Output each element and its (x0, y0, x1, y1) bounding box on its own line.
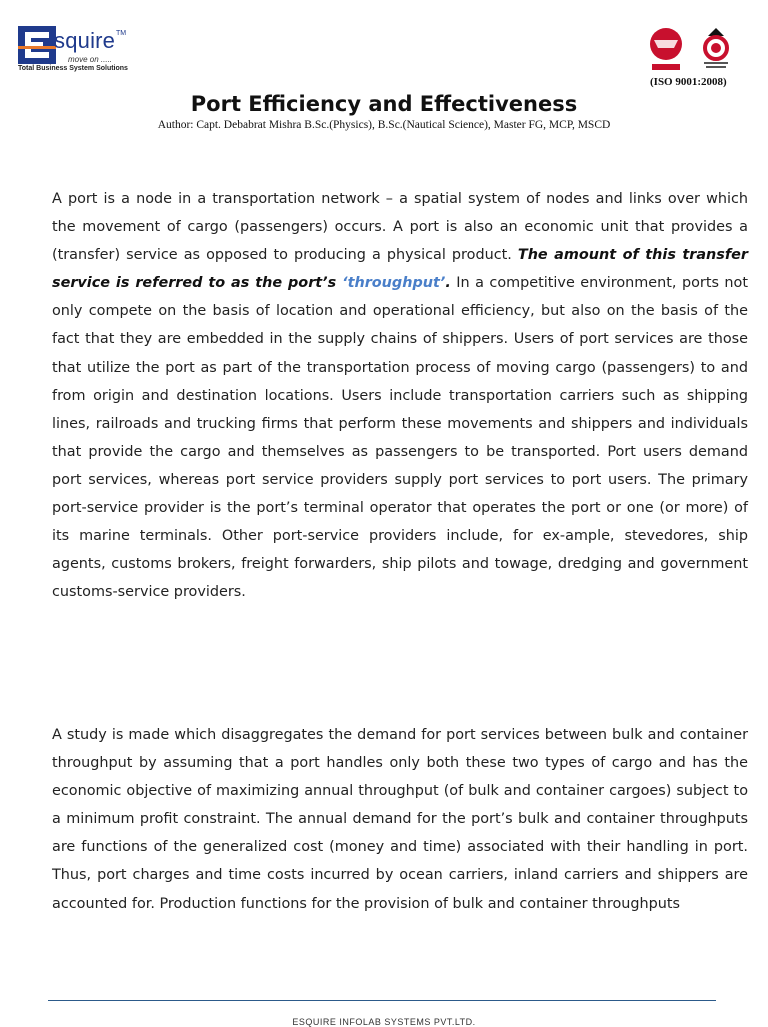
logo-subtitle: Total Business System Solutions (18, 65, 128, 72)
emphasized-text: The amount of this transfer service is referred to as the port’s (52, 247, 748, 292)
logo-tagline: move on ..... (68, 55, 113, 64)
paragraph-text: A port is a node in a transportation network – a spatial system of nodes and links over which the movement of cargo (passengers) occurs. A port is also an economic unit that provides a (transfer) service as opposed to producing a physical product. (52, 191, 748, 264)
author-line: Author: Capt. Debabrat Mishra B.Sc.(Physics), B.Sc.(Nautical Science), Master FG, MCP, MSCD (157, 119, 611, 131)
body-paragraph-2 (52, 721, 748, 918)
certification-badges (644, 26, 740, 92)
throughput-term: ‘throughput’ (342, 275, 446, 292)
iso-certification: (ISO 9001:2008) (650, 76, 727, 88)
kvqa-seal-icon (646, 26, 686, 74)
emphasized-period: . (445, 275, 451, 292)
accreditation-seal-icon (696, 26, 736, 74)
page-title: Port Efficiency and Effectiveness (190, 92, 578, 116)
company-logo (18, 26, 138, 76)
logo-trademark: TM (116, 30, 127, 37)
footer-text: ESQUIRE INFOLAB SYSTEMS PVT.LTD. (292, 1017, 476, 1027)
esquire-e-icon (18, 26, 56, 64)
footer-divider (48, 1000, 716, 1001)
body-paragraph-1 (52, 185, 748, 606)
logo-wordmark: squire (54, 28, 116, 53)
paragraph-text: In a competitive environment, ports not only compete on the basis of location and operational efficiency, but also on the basis of the fact that they are embedded in the supply chains of shippers. Users of port services are those that utilize the port as part of the transportation process of moving cargo (passengers) to and from origin and destination locations. Users include transportation carriers such as shipping lines, railroads and trucking firms that perform these movements and shippers and individuals that provide the cargo and themselves as passengers to be transported. Port users demand port services, whereas port service providers supply port services to port users. The primary port-service provider is the port’s terminal operator that operates the port or one (or more) of its marine terminals. Other port-service providers include, for ex-ample, stevedores, ship agents, customs brokers, freight forwarders, ship pilots and towage, dredging and government customs-service providers. (52, 275, 748, 601)
paragraph-text: A study is made which disaggregates the demand for port services between bulk and container throughput by assuming that a port handles only both these two types of cargo and has the economic objective of maximizing annual throughput (of bulk and container cargoes) subject to a minimum profit constraint. The annual demand for the port’s bulk and container throughputs are functions of the generalized cost (money and time) associated with their handling in port. Thus, port charges and time costs incurred by ocean carriers, inland carriers and shippers are accounted for. Production functions for the provision of bulk and container throughputs (52, 727, 748, 912)
